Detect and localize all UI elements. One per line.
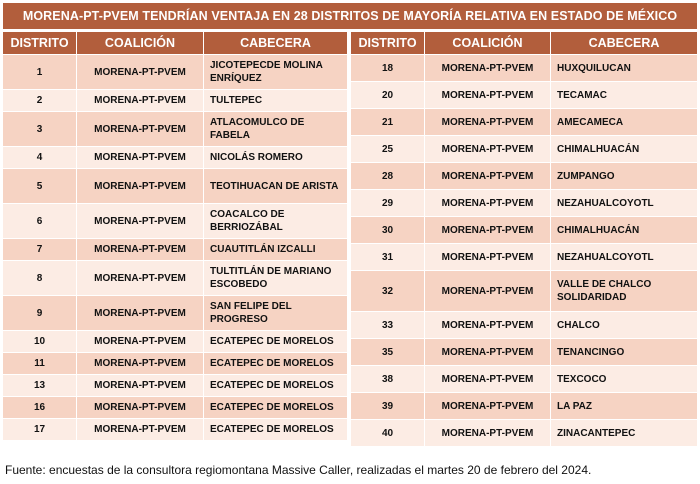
header-distrito: DISTRITO (3, 32, 77, 54)
source-note: Fuente: encuestas de la consultora regiomontana Massive Caller, realizadas el martes 20 de febrero del 2024. (5, 463, 592, 477)
distrito-cell: 5 (3, 169, 77, 203)
coalicion-cell: MORENA-PT-PVEM (77, 375, 204, 396)
table-row (3, 397, 347, 418)
coalicion-cell: MORENA-PT-PVEM (77, 90, 204, 111)
cabecera-cell: SAN FELIPE DEL PROGRESO (204, 296, 347, 330)
table-row (351, 271, 697, 311)
cabecera-cell: ECATEPEC DE MORELOS (204, 397, 347, 418)
table-row (351, 339, 697, 365)
cabecera-cell: HUXQUILUCAN (551, 55, 697, 81)
table-row (351, 82, 697, 108)
table-title: MORENA-PT-PVEM TENDRÍAN VENTAJA EN 28 DISTRITOS DE MAYORÍA RELATIVA EN ESTADO DE MÉXICO (3, 3, 697, 29)
distrito-cell: 8 (3, 261, 77, 295)
table-row (3, 296, 347, 330)
distrito-cell: 25 (351, 136, 425, 162)
distrito-cell: 9 (3, 296, 77, 330)
cabecera-cell: NEZAHUALCOYOTL (551, 190, 697, 216)
table-row (3, 239, 347, 260)
table-row (3, 331, 347, 352)
cabecera-cell: TULTEPEC (204, 90, 347, 111)
cabecera-cell: TULTITLÁN DE MARIANO ESCOBEDO (204, 261, 347, 295)
distrito-cell: 33 (351, 312, 425, 338)
coalicion-cell: MORENA-PT-PVEM (425, 366, 551, 392)
cabecera-cell: JICOTEPECDE MOLINA ENRÍQUEZ (204, 55, 347, 89)
table-row (3, 204, 347, 238)
cabecera-cell: VALLE DE CHALCO SOLIDARIDAD (551, 271, 697, 311)
header-row (3, 32, 347, 54)
header-coalicion: COALICIÓN (77, 32, 204, 54)
distrito-cell: 35 (351, 339, 425, 365)
table-row (351, 366, 697, 392)
table-row (351, 109, 697, 135)
coalicion-cell: MORENA-PT-PVEM (425, 393, 551, 419)
coalicion-cell: MORENA-PT-PVEM (77, 331, 204, 352)
coalicion-cell: MORENA-PT-PVEM (77, 419, 204, 440)
distrito-cell: 7 (3, 239, 77, 260)
cabecera-cell: CHALCO (551, 312, 697, 338)
table-row (351, 136, 697, 162)
table-row (3, 147, 347, 168)
distrito-cell: 29 (351, 190, 425, 216)
table-row (3, 353, 347, 374)
table-row (351, 55, 697, 81)
cabecera-cell: TECAMAC (551, 82, 697, 108)
cabecera-cell: NEZAHUALCOYOTL (551, 244, 697, 270)
cabecera-cell: ECATEPEC DE MORELOS (204, 331, 347, 352)
cabecera-cell: NICOLÁS ROMERO (204, 147, 347, 168)
cabecera-cell: ZUMPANGO (551, 163, 697, 189)
coalicion-cell: MORENA-PT-PVEM (425, 312, 551, 338)
header-cabecera: CABECERA (204, 32, 347, 54)
cabecera-cell: COACALCO DE BERRIOZÁBAL (204, 204, 347, 238)
coalicion-cell: MORENA-PT-PVEM (77, 239, 204, 260)
distrito-cell: 31 (351, 244, 425, 270)
cabecera-cell: TEXCOCO (551, 366, 697, 392)
distrito-cell: 17 (3, 419, 77, 440)
distrito-cell: 39 (351, 393, 425, 419)
coalicion-cell: MORENA-PT-PVEM (77, 112, 204, 146)
coalicion-cell: MORENA-PT-PVEM (425, 55, 551, 81)
table-row (3, 112, 347, 146)
districts-table-right (351, 31, 697, 447)
cabecera-cell: ECATEPEC DE MORELOS (204, 419, 347, 440)
distrito-cell: 1 (3, 55, 77, 89)
table-row (3, 261, 347, 295)
distrito-cell: 13 (3, 375, 77, 396)
header-coalicion: COALICIÓN (425, 32, 551, 54)
distrito-cell: 28 (351, 163, 425, 189)
distrito-cell: 11 (3, 353, 77, 374)
table-row (351, 163, 697, 189)
header-distrito: DISTRITO (351, 32, 425, 54)
cabecera-cell: CHIMALHUACÁN (551, 136, 697, 162)
coalicion-cell: MORENA-PT-PVEM (425, 109, 551, 135)
cabecera-cell: ECATEPEC DE MORELOS (204, 353, 347, 374)
coalicion-cell: MORENA-PT-PVEM (425, 271, 551, 311)
header-cabecera: CABECERA (551, 32, 697, 54)
coalicion-cell: MORENA-PT-PVEM (425, 82, 551, 108)
cabecera-cell: CUAUTITLÁN IZCALLI (204, 239, 347, 260)
cabecera-cell: TENANCINGO (551, 339, 697, 365)
distrito-cell: 30 (351, 217, 425, 243)
distrito-cell: 10 (3, 331, 77, 352)
table-row (3, 90, 347, 111)
table-row (3, 419, 347, 440)
coalicion-cell: MORENA-PT-PVEM (425, 163, 551, 189)
table-row (3, 169, 347, 203)
table-row (351, 244, 697, 270)
coalicion-cell: MORENA-PT-PVEM (77, 169, 204, 203)
cabecera-cell: CHIMALHUACÁN (551, 217, 697, 243)
distrito-cell: 38 (351, 366, 425, 392)
distrito-cell: 3 (3, 112, 77, 146)
distrito-cell: 4 (3, 147, 77, 168)
coalicion-cell: MORENA-PT-PVEM (425, 339, 551, 365)
coalicion-cell: MORENA-PT-PVEM (77, 296, 204, 330)
coalicion-cell: MORENA-PT-PVEM (77, 353, 204, 374)
table-row (351, 217, 697, 243)
coalicion-cell: MORENA-PT-PVEM (425, 244, 551, 270)
districts-table-left (3, 31, 347, 441)
cabecera-cell: ZINACANTEPEC (551, 420, 697, 446)
coalicion-cell: MORENA-PT-PVEM (425, 190, 551, 216)
cabecera-cell: ATLACOMULCO DE FABELA (204, 112, 347, 146)
cabecera-cell: ECATEPEC DE MORELOS (204, 375, 347, 396)
distrito-cell: 2 (3, 90, 77, 111)
coalicion-cell: MORENA-PT-PVEM (77, 397, 204, 418)
coalicion-cell: MORENA-PT-PVEM (425, 420, 551, 446)
distrito-cell: 20 (351, 82, 425, 108)
coalicion-cell: MORENA-PT-PVEM (77, 261, 204, 295)
table-row (351, 393, 697, 419)
coalicion-cell: MORENA-PT-PVEM (77, 55, 204, 89)
cabecera-cell: LA PAZ (551, 393, 697, 419)
table-row (351, 312, 697, 338)
distrito-cell: 18 (351, 55, 425, 81)
distrito-cell: 16 (3, 397, 77, 418)
distrito-cell: 6 (3, 204, 77, 238)
coalicion-cell: MORENA-PT-PVEM (425, 136, 551, 162)
table-row (3, 55, 347, 89)
table-row (351, 420, 697, 446)
distrito-cell: 32 (351, 271, 425, 311)
cabecera-cell: TEOTIHUACAN DE ARISTA (204, 169, 347, 203)
distrito-cell: 21 (351, 109, 425, 135)
table-row (3, 375, 347, 396)
distrito-cell: 40 (351, 420, 425, 446)
header-row (351, 32, 697, 54)
coalicion-cell: MORENA-PT-PVEM (77, 147, 204, 168)
cabecera-cell: AMECAMECA (551, 109, 697, 135)
coalicion-cell: MORENA-PT-PVEM (77, 204, 204, 238)
coalicion-cell: MORENA-PT-PVEM (425, 217, 551, 243)
table-row (351, 190, 697, 216)
